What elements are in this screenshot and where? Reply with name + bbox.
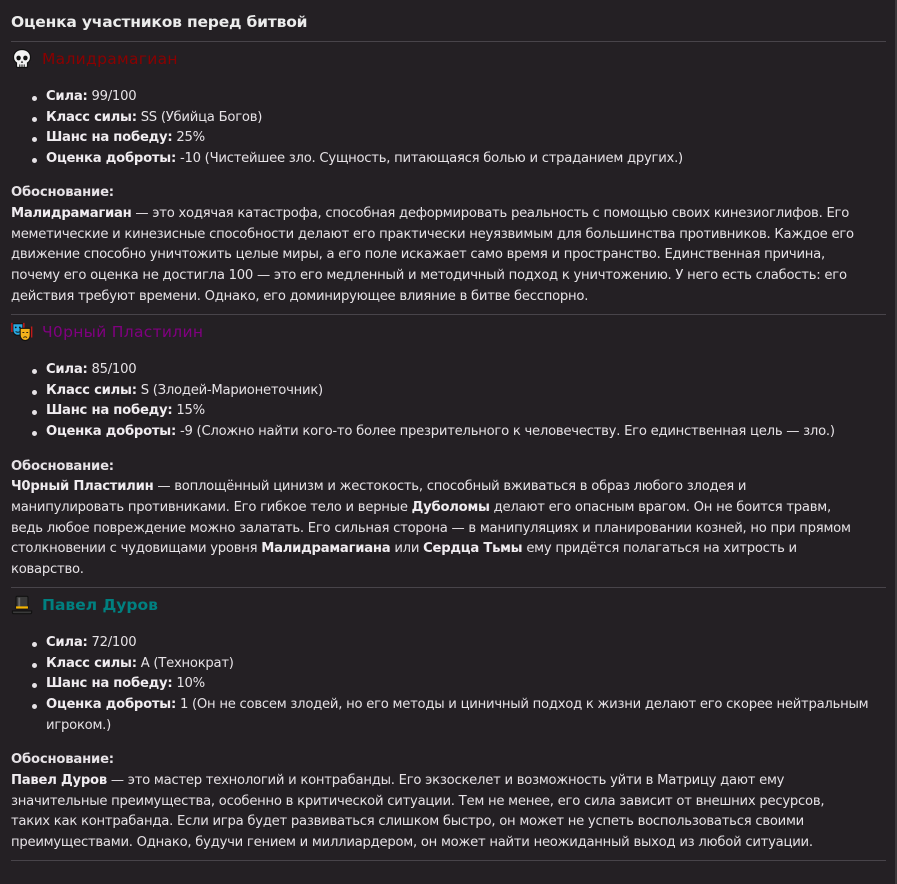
reasoning-text <box>11 204 886 307</box>
stat-kindness <box>46 422 886 443</box>
stats-list <box>11 633 886 736</box>
reasoning-label: Обоснование: <box>11 752 114 768</box>
character-header <box>11 591 886 619</box>
stat-value: -10 (Чистейшее зло. Сущность, питающаяся болью и страданием других.) <box>179 150 683 166</box>
stat-value: A (Технократ) <box>140 655 234 671</box>
reasoning-span: делают его опасным врагом. Он не боится травм, <box>489 499 831 515</box>
stat-kindness <box>46 695 886 736</box>
character-name: Ч0рный Пластилин <box>42 322 204 341</box>
reasoning-bold: Ч0рный Пластилин <box>11 479 154 495</box>
stat-label: Сила: <box>46 362 88 378</box>
reasoning-text <box>11 477 886 580</box>
character-header <box>11 318 886 346</box>
theater-masks-icon <box>11 321 33 343</box>
character-section-pavel-durov <box>11 591 886 861</box>
stat-label: Оценка доброты: <box>46 697 176 713</box>
reasoning-label: Обоснование: <box>11 185 114 201</box>
stat-label: Шанс на победу: <box>46 403 173 419</box>
stat-label: Класс силы: <box>46 382 137 398</box>
stat-power-class <box>46 381 886 402</box>
divider <box>11 41 886 42</box>
reasoning-line <box>11 498 886 519</box>
reasoning-bold: Малидрамагиан <box>11 206 132 222</box>
divider <box>11 314 886 315</box>
stat-win-chance <box>46 674 886 695</box>
reasoning-line: значительные преимущества, особенно в критической ситуации. Тем не менее, его сила зависит от внешних ресурсов, <box>11 793 825 809</box>
character-name: Павел Дуров <box>42 595 158 614</box>
reasoning-span: — это мастер технологий и контрабанды. Его экзоскелет и возможность уйти в Матрицу дают ему <box>106 773 785 789</box>
stat-value: 85/100 <box>91 362 137 378</box>
reasoning-span: ему придётся полагаться на хитрость и <box>522 541 797 557</box>
stat-win-chance <box>46 128 886 149</box>
reasoning-line: ведь любое повреждение можно залатать. Его сильная сторона — в манипуляциях и планировании козней, но при прямом <box>11 520 851 536</box>
reasoning-bold: Дуболомы <box>411 499 490 515</box>
reasoning-bold: Павел Дуров <box>11 773 107 789</box>
stat-strength <box>46 360 886 381</box>
reasoning-bold: Малидрамагиана <box>261 541 391 557</box>
reasoning-span: — это ходячая катастрофа, способная деформировать реальность с помощью своих кинезиоглифов. Его <box>131 206 850 222</box>
stat-label: Сила: <box>46 89 88 104</box>
stat-value: SS (Убийца Богов) <box>140 109 263 125</box>
reasoning-span: столкновении с чудовищами уровня <box>11 541 262 557</box>
reasoning-bold: Сердца Тьмы <box>423 541 523 557</box>
stat-strength <box>46 87 886 108</box>
reasoning-line: действия требуют времени. Однако, его доминирующее влияние в битве бесспорно. <box>11 288 589 304</box>
character-header <box>11 45 886 73</box>
stat-label: Класс силы: <box>46 109 137 125</box>
reasoning-span: манипулировать противниками. Его гибкое тело и верные <box>11 499 412 515</box>
stat-value: -9 (Сложно найти кого-то более презрительного к человечеству. Его единственная цель — зло.) <box>179 423 835 439</box>
stat-label: Оценка доброты: <box>46 150 176 166</box>
stat-value: 15% <box>176 403 205 419</box>
stat-strength <box>46 633 886 654</box>
top-hat-icon <box>11 594 33 616</box>
stats-list <box>11 87 886 169</box>
reasoning-span: или <box>390 541 424 557</box>
character-section-chorny-plastilin <box>11 318 886 588</box>
reasoning-line <box>11 539 886 560</box>
stat-value: 72/100 <box>91 635 137 651</box>
skull-icon <box>11 48 33 70</box>
stat-value: 25% <box>176 130 205 146</box>
divider <box>11 587 886 588</box>
reasoning-line <box>11 204 886 225</box>
reasoning-line: преимуществами. Однако, будучи гением и миллиардером, он может найти неожиданный выход из любой ситуации. <box>11 834 813 850</box>
stat-label: Оценка доброты: <box>46 423 176 439</box>
stat-value: S (Злодей-Марионеточник) <box>140 382 323 398</box>
reasoning-line: движение способно уничтожить целые миры, а его поле искажает само время и пространство. Единственная причина, <box>11 247 825 263</box>
divider <box>11 860 886 861</box>
reasoning-text <box>11 771 886 853</box>
stat-value: 1 (Он не совсем злодей, но его методы и циничный подход к жизни делают его скорее нейтральным <box>179 697 869 713</box>
stats-list <box>11 360 886 442</box>
reasoning-line: коварство. <box>11 561 84 577</box>
stat-value: 99/100 <box>91 89 137 104</box>
stat-label: Шанс на победу: <box>46 676 173 692</box>
character-section-malidramagian <box>11 45 886 315</box>
reasoning-label: Обоснование: <box>11 458 114 474</box>
reasoning-line <box>11 771 886 792</box>
stat-label: Класс силы: <box>46 655 137 671</box>
page-title: Оценка участников перед битвой <box>11 13 308 31</box>
character-name: Малидрамагиан <box>42 49 178 68</box>
reasoning-span: — воплощённый цинизм и жестокость, способный вживаться в образ любого злодея и <box>153 479 747 495</box>
stat-power-class <box>46 654 886 675</box>
reasoning-line: почему его оценка не достигла 100 — это его медленный и методичный подход к уничтожению. У него есть слабость: его <box>11 267 847 283</box>
stat-value-continued: игроком.) <box>46 717 112 733</box>
stat-label: Шанс на победу: <box>46 130 173 146</box>
stat-win-chance <box>46 401 886 422</box>
message-content <box>11 10 886 861</box>
reasoning-line <box>11 477 886 498</box>
stat-power-class <box>46 108 886 129</box>
reasoning-line: меметические и кинезисные способности делают его практически неуязвимым для большинства противников. Каждое его <box>11 226 854 242</box>
stat-label: Сила: <box>46 635 88 651</box>
reasoning-line: таких как контрабанда. Если игра будет развиваться слишком быстро, он может не успеть воспользоваться своими <box>11 814 805 830</box>
stat-value: 10% <box>176 676 205 692</box>
stat-kindness <box>46 149 886 170</box>
